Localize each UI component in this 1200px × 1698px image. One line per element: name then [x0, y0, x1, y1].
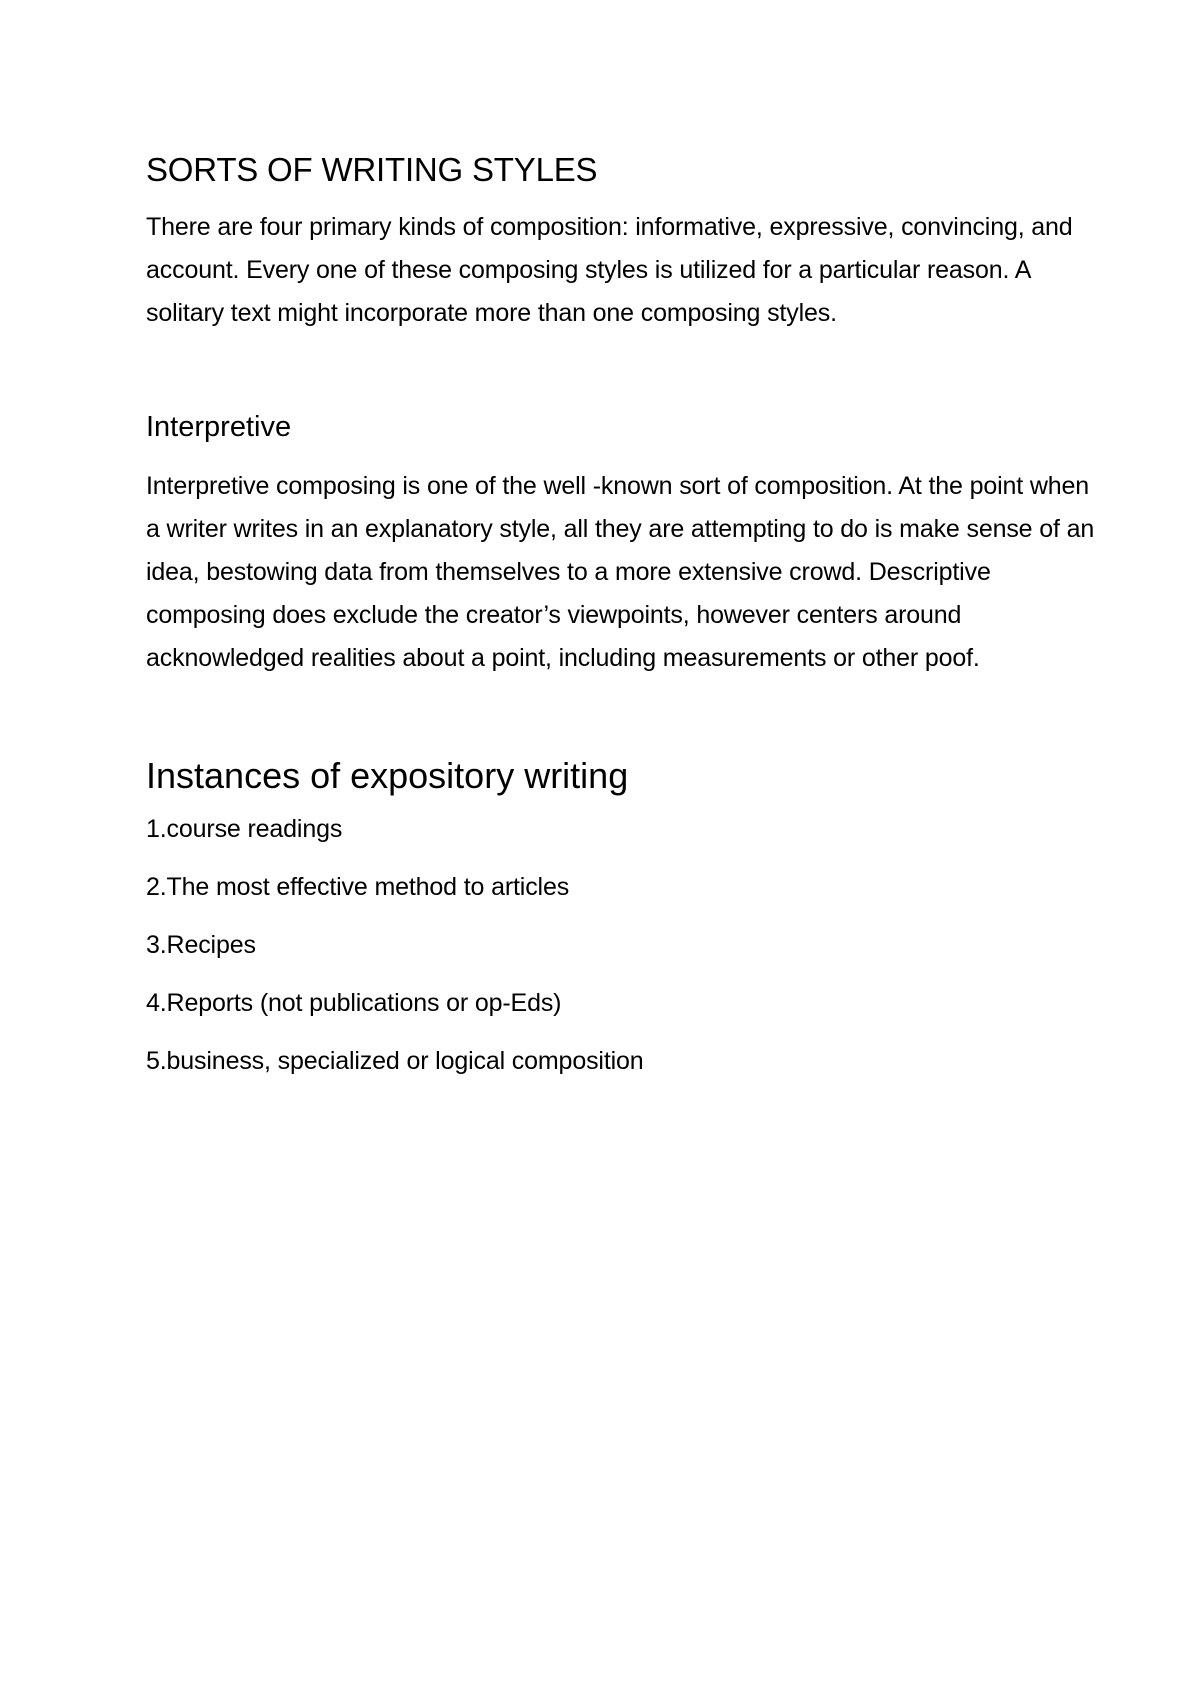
list-item: 1.course readings: [146, 815, 343, 843]
list-item: 3.Recipes: [146, 931, 256, 959]
intro-paragraph: There are four primary kinds of composition: informative, expressive, convincing, and account. Every one of these composing styles is utilized for a particular reason. A solitary text might incorporate more than one composing styles.: [146, 213, 1073, 327]
interpretive-paragraph: Interpretive composing is one of the well -known sort of composition. At the point when a writer writes in an explanatory style, all they are attempting to do is make sense of an idea, bestowing data from themselves to a more extensive crowd. Descriptive composing does exclude the creator’s viewpoints, however centers around acknowledged realities about a point, including measurements or other poof.: [146, 472, 1095, 672]
list-item: 2.The most effective method to articles: [146, 873, 570, 901]
examples-list: [146, 812, 1096, 1079]
section-heading-instances: Instances of expository writing: [146, 755, 629, 796]
list-item: 4.Reports (not publications or op-Eds): [146, 989, 562, 1017]
document-title: SORTS OF WRITING STYLES: [146, 151, 598, 188]
document-content: [146, 148, 1096, 1102]
section-heading-interpretive: Interpretive: [146, 411, 292, 443]
list-item: 5.business, specialized or logical composition: [146, 1047, 644, 1075]
